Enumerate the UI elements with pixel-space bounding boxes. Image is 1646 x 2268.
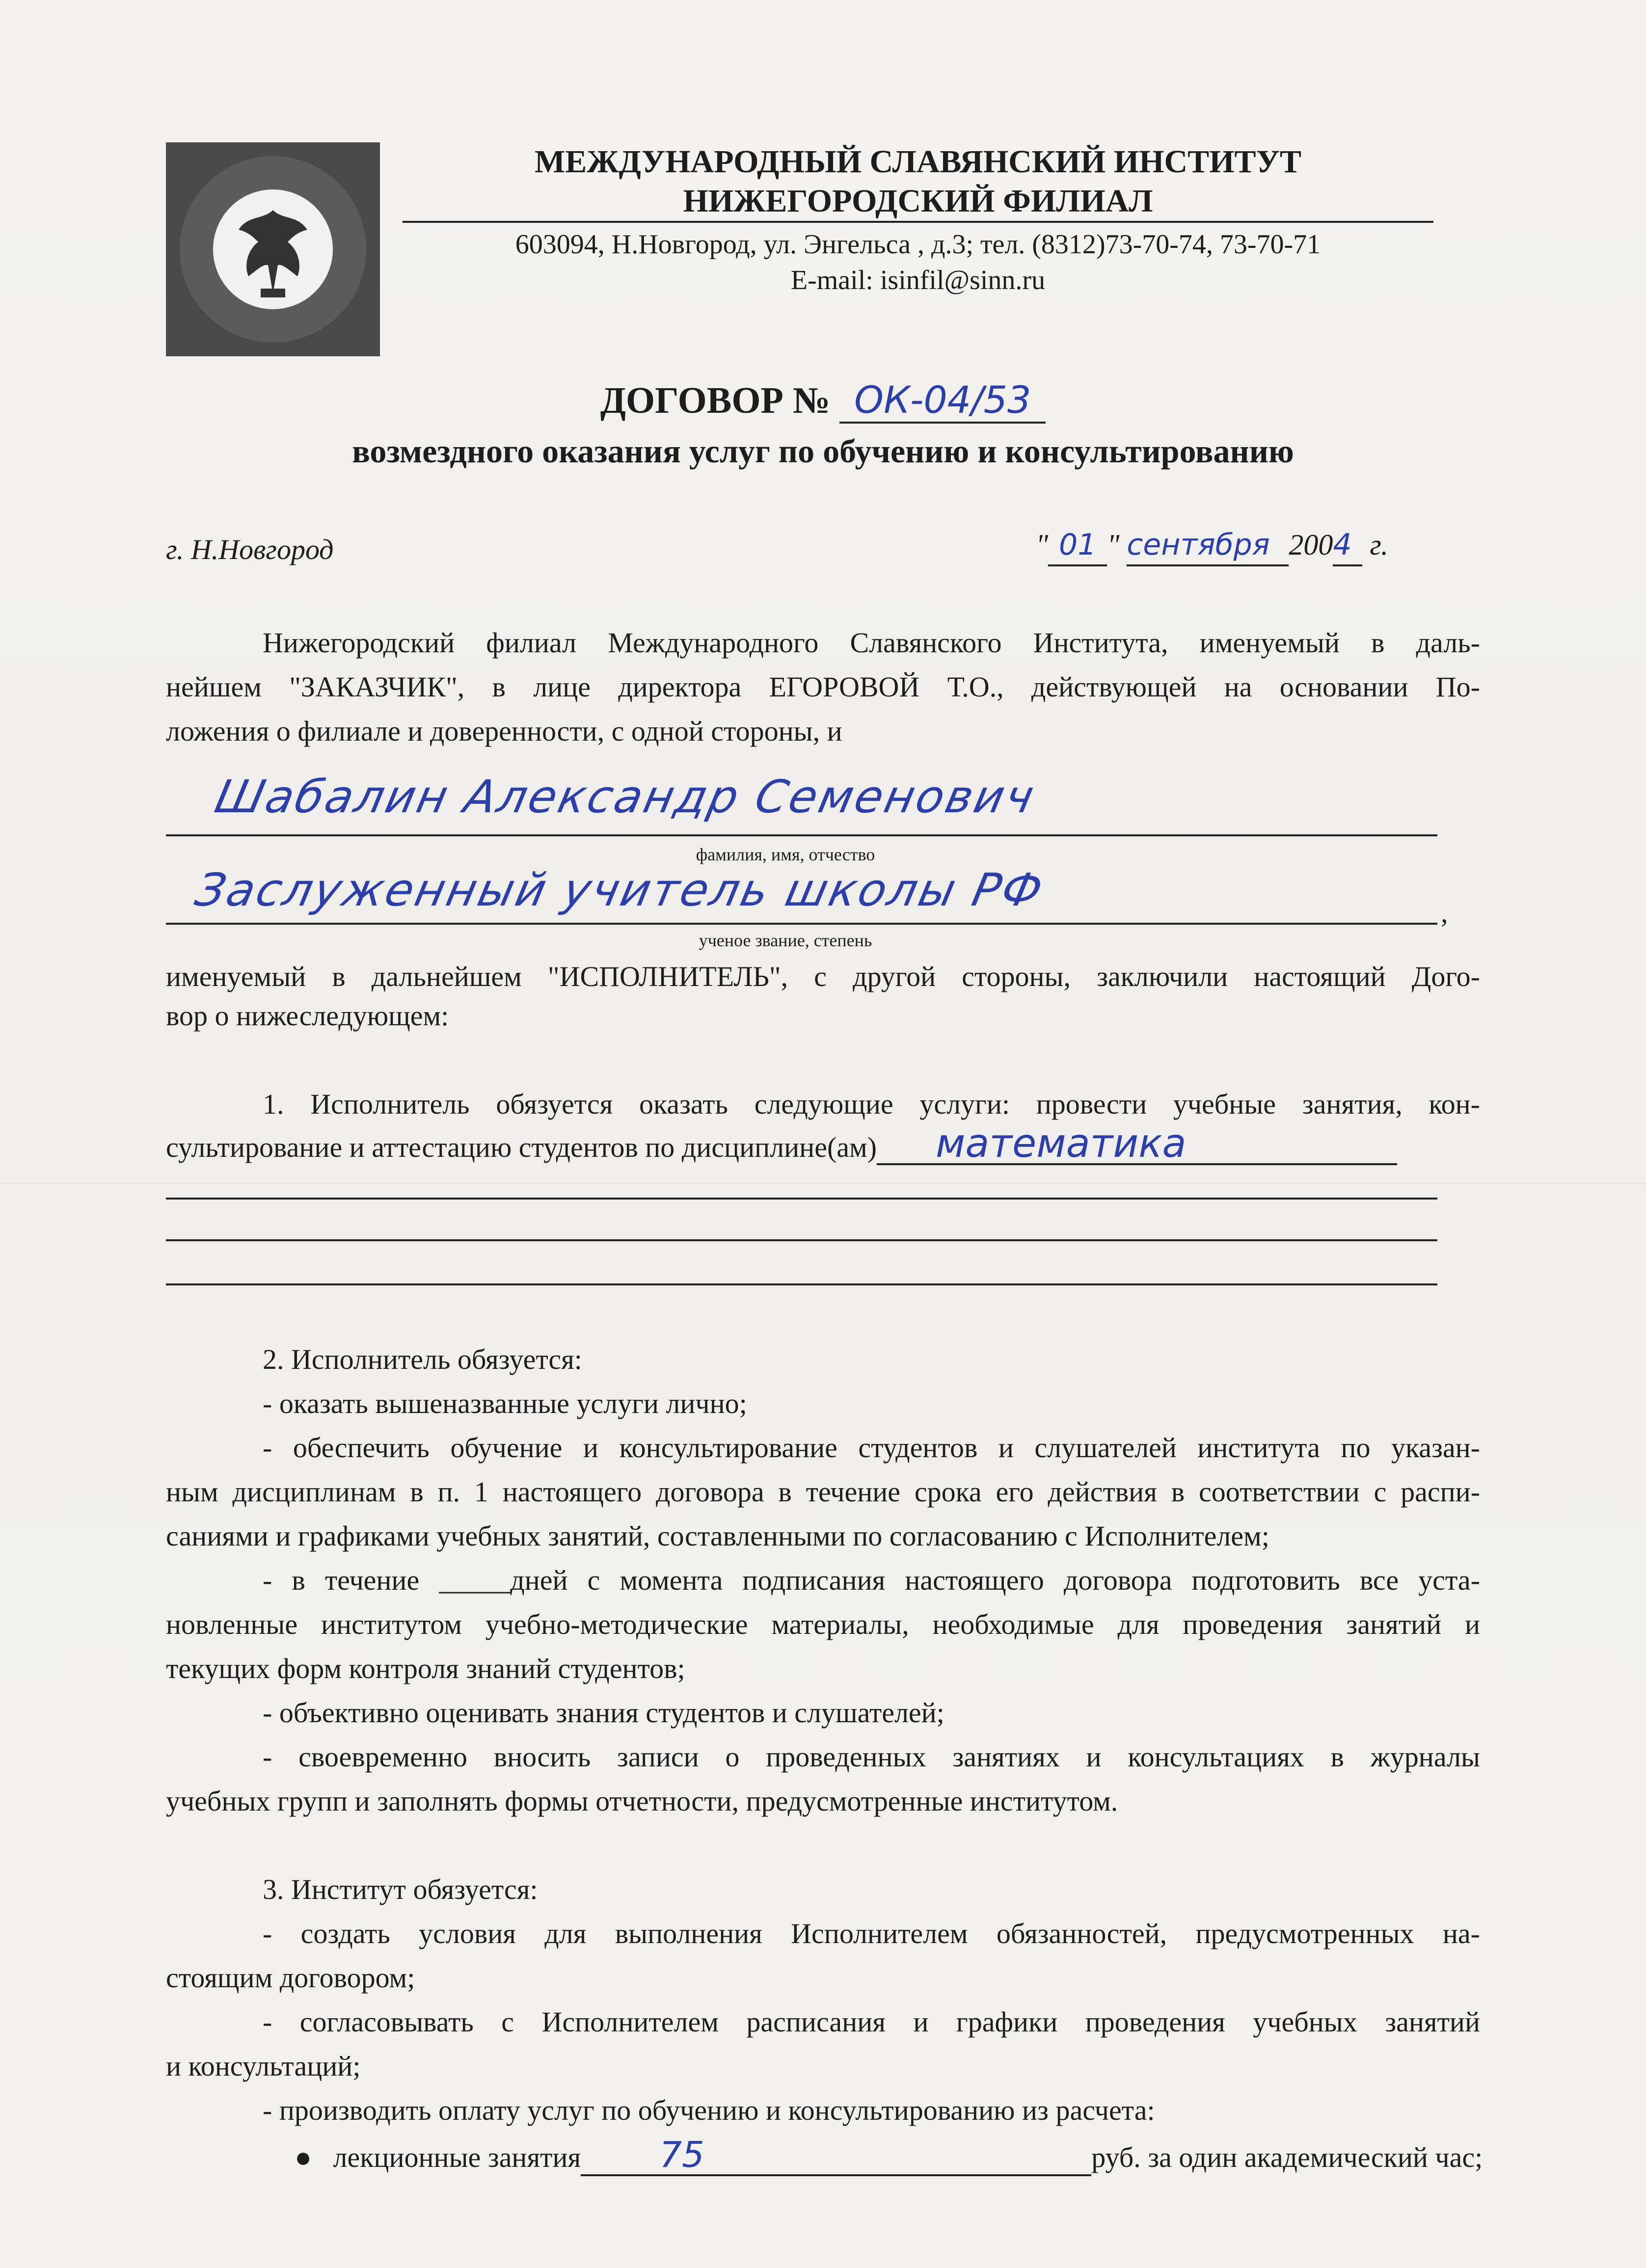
title-rule — [166, 923, 1437, 925]
contract-number: ОК-04/53 — [839, 378, 1046, 424]
name-rule — [166, 834, 1437, 836]
city: г. Н.Новгород — [166, 534, 334, 565]
executor-name: Шабалин Александр Семенович — [210, 771, 1041, 823]
title-comma: , — [1441, 897, 1448, 929]
fold-line — [0, 1183, 1646, 1184]
org-address: 603094, Н.Новгород, ул. Энгельса , д.3; тел. (8312)73-70-74, 73-70-71 — [515, 229, 1321, 260]
s3-head: 3. Институт обязуется: — [263, 1873, 538, 1905]
s2-head: 2. Исполнитель обязуется: — [263, 1343, 582, 1375]
title-label: ДОГОВОР № — [600, 380, 831, 421]
s2-item-5a: - своевременно вносить записи о проведенных занятиях и консультациях в журналы — [263, 1741, 1480, 1773]
intro-line-3: ложения о филиале и доверенности, с одной стороны, и — [166, 715, 842, 747]
s1-rule-2 — [166, 1239, 1437, 1241]
date-day: 01 — [1048, 525, 1107, 566]
s2-item-2b: ным дисциплинам в п. 1 настоящего договора в течение срока его действия в соответствии с распи- — [166, 1476, 1480, 1508]
s3-bullet-lectures: ● лекционные занятия 75 руб. за один академический час; — [295, 2134, 1483, 2175]
s2-item-5b: учебных групп и заполнять формы отчетности, предусмотренные институтом. — [166, 1785, 1118, 1817]
branch-name: НИЖЕГОРОДСКИЙ ФИЛИАЛ — [403, 182, 1433, 223]
date-year: 4 — [1333, 525, 1362, 566]
s1-rule-1 — [166, 1198, 1437, 1200]
agreement-line-1: именуемый в дальнейшем "ИСПОЛНИТЕЛЬ", с другой стороны, заключили настоящий Дого- — [166, 961, 1480, 992]
s3-item-2b: и консультаций; — [166, 2050, 361, 2082]
s1-rule-3 — [166, 1283, 1437, 1285]
eagle-seal-icon — [175, 151, 371, 347]
s2-item-2c: саниями и графиками учебных занятий, составленными по согласованию с Исполнителем; — [166, 1520, 1269, 1552]
s3-item-1a: - создать условия для выполнения Исполнителем обязанностей, предусмотренных на- — [263, 1918, 1480, 1949]
org-email: E-mail: isinfil@sinn.ru — [790, 265, 1046, 295]
institute-logo — [166, 142, 380, 356]
s2-item-3a: - в течение _____дней с момента подписания настоящего договора подготовить все уста- — [263, 1564, 1480, 1596]
s2-item-4: - объективно оценивать знания студентов и слушателей; — [263, 1697, 944, 1729]
contract-subtitle: возмездного оказания услуг по обучению и консультированию — [352, 432, 1294, 470]
subject-field: математика — [877, 1124, 1397, 1165]
intro-line-2: нейшем "ЗАКАЗЧИК", в лице директора ЕГОРОВОЙ Т.О., действующей на основании По- — [166, 671, 1480, 703]
s3-item-2a: - согласовывать с Исполнителем расписания и графики проведения учебных занятий — [263, 2006, 1480, 2038]
org-name: МЕЖДУНАРОДНЫЙ СЛАВЯНСКИЙ ИНСТИТУТ — [534, 144, 1302, 180]
s1-line-2: сультирование и аттестацию студентов по дисциплине(ам) математика — [166, 1124, 1397, 1167]
title-caption: ученое звание, степень — [699, 931, 872, 950]
name-caption: фамилия, имя, отчество — [696, 845, 875, 864]
bullet-icon: ● — [295, 2141, 333, 2173]
contract-title — [0, 378, 1646, 424]
agreement-line-2: вор о нижеследующем: — [166, 1000, 449, 1032]
s2-item-2a: - обеспечить обучение и консультирование студентов и слушателей института по указан- — [263, 1432, 1480, 1464]
s3-item-1b: стоящим договором; — [166, 1962, 415, 1994]
s2-item-3b: новленные институтом учебно-методические материалы, необходимые для проведения занятий и — [166, 1608, 1480, 1640]
contract-date: " 01 " сентября 2004 г. — [1036, 525, 1388, 566]
executor-title: Заслуженный учитель школы РФ — [190, 864, 1049, 916]
s2-item-3c: текущих форм контроля знаний студентов; — [166, 1653, 685, 1684]
intro-line-1: Нижегородский филиал Международного Славянского Института, именуемый в даль- — [263, 627, 1480, 659]
letterhead — [383, 142, 1453, 297]
s1-line-1: 1. Исполнитель обязуется оказать следующие услуги: провести учебные занятия, кон- — [263, 1088, 1480, 1120]
s3-item-3: - производить оплату услуг по обучению и консультированию из расчета: — [263, 2094, 1155, 2126]
s2-item-1: - оказать вышеназванные услуги лично; — [263, 1387, 747, 1419]
date-month: сентября — [1127, 525, 1289, 566]
lecture-rate: 75 — [581, 2135, 1091, 2176]
